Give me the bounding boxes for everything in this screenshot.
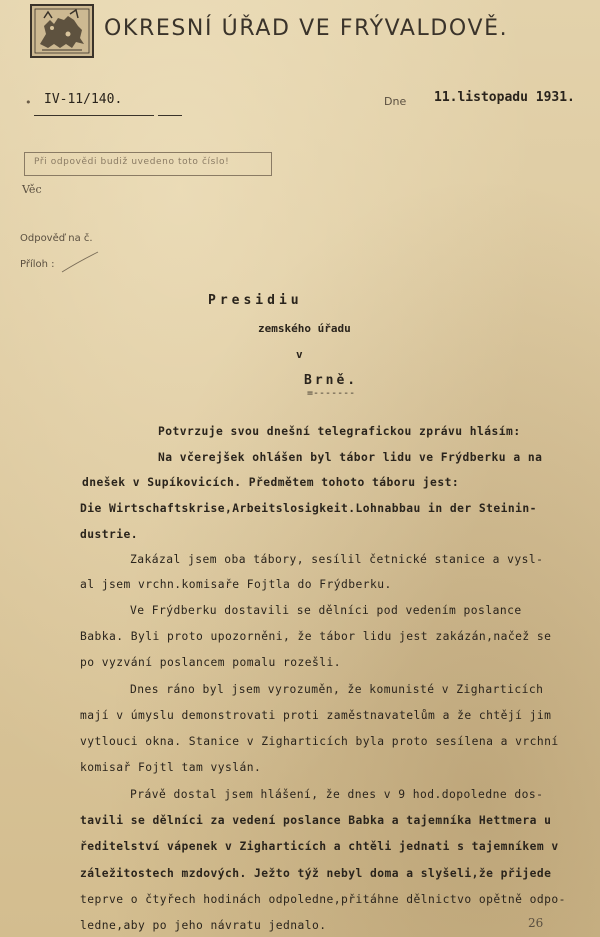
body-line: Právě dostal jsem hlášení, že dnes v 9 hod.dopoledne dos- xyxy=(130,788,544,801)
reference-number: IV-11/140. xyxy=(44,92,123,107)
body-line: ředitelství vápenek v Zigharticích a chtěli jednati s tajemníkem v xyxy=(80,840,559,853)
body-line: dnešek v Supíkovicích. Předmětem tohoto táboru jest: xyxy=(82,476,460,489)
body-line: Babka. Byli proto upozorněni, že tábor lidu jest zakázán,načež se xyxy=(80,630,552,643)
czech-lion-emblem-icon xyxy=(30,4,94,58)
reference-underline-short xyxy=(158,115,182,116)
addressee-line-1: Presidiu xyxy=(208,293,303,308)
body-line: Zakázal jsem oba tábory, sesílil četnické stanice a vysl- xyxy=(130,553,544,566)
addressee-line-4: Brně. xyxy=(304,373,359,388)
addressee-underline: =------- xyxy=(307,388,356,399)
reply-reference-note: Při odpovědi budiž uvedeno toto číslo! xyxy=(34,157,230,167)
body-line: záležitostech mzdových. Ježto týž nebyl doma a slyšeli,že přijede xyxy=(80,867,552,880)
subject-label: Věc xyxy=(22,183,42,196)
addressee-line-3: v xyxy=(296,348,303,361)
reference-bullet: • xyxy=(25,96,32,109)
body-line: Die Wirtschaftskrise,Arbeitslosigkeit.Lohnabbau in der Steinin- xyxy=(80,502,537,515)
body-line: Dnes ráno byl jsem vyrozuměn, že komunisté v Zigharticích xyxy=(130,683,544,696)
date-value: 11.listopadu 1931. xyxy=(434,90,575,105)
body-line: teprve o čtyřech hodinách odpoledne,přitáhne dělnictvo opětně odpo- xyxy=(80,893,566,906)
reply-to-label: Odpověď na č. xyxy=(20,233,93,244)
office-title: OKRESNÍ ÚŘAD VE FRÝVALDOVĚ. xyxy=(104,16,509,41)
body-line: dustrie. xyxy=(80,528,139,541)
body-line: Potvrzuje svou dnešní telegrafickou zprávu hlásím: xyxy=(158,425,521,438)
body-line: Ve Frýdberku dostavili se dělníci pod vedením poslance xyxy=(130,604,522,617)
body-line: al jsem vrchn.komisaře Fojtla do Frýdberku. xyxy=(80,578,392,591)
addressee-line-2: zemského úřadu xyxy=(258,322,351,335)
body-line: mají v úmyslu demonstrovati proti zaměstnavatelům a že chtějí jim xyxy=(80,709,552,722)
page-number: 26 xyxy=(528,916,544,930)
body-line: po vyzvání poslancem pomalu rozešli. xyxy=(80,656,342,669)
reference-underline xyxy=(34,115,154,116)
body-line: vytlouci okna. Stanice v Zigharticích byla proto sesílena a vrchní xyxy=(80,735,559,748)
body-line: Na včerejšek ohlášen byl tábor lidu ve Frýdberku a na xyxy=(158,451,543,464)
pencil-stroke-icon xyxy=(60,250,100,274)
body-line: komisař Fojtl tam vyslán. xyxy=(80,761,262,774)
body-line: ledne,aby po jeho návratu jednalo. xyxy=(80,919,327,932)
attachments-label: Příloh : xyxy=(20,259,55,270)
date-label: Dne xyxy=(384,95,407,108)
body-line: tavili se dělníci za vedení poslance Babka a tajemníka Hettmera u xyxy=(80,814,552,827)
